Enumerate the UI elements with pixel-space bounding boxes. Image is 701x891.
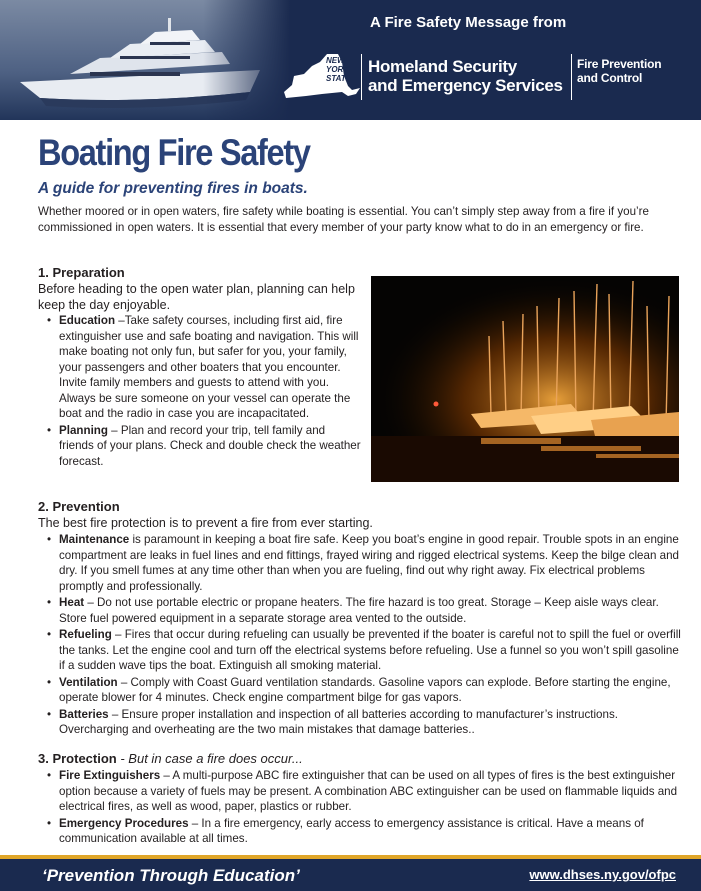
- item-term: Education: [59, 314, 116, 327]
- item-term: Emergency Procedures: [59, 816, 189, 830]
- item-text: – Ensure proper installation and inspection of all batteries according to manufacturer’s instructions. Overcharging and overheating are the two main mistakes that damage batteries..: [59, 707, 618, 736]
- list-item: [47, 675, 681, 706]
- marina-night-photo: [371, 276, 679, 482]
- agency-line-2: and Emergency Services: [368, 76, 563, 95]
- bullet-icon: •: [47, 675, 52, 689]
- footer: [0, 859, 701, 891]
- item-term: Planning: [59, 423, 108, 437]
- item-term: Batteries: [59, 707, 109, 721]
- item-term: Fire Extinguishers: [59, 769, 161, 782]
- header-tagline: A Fire Safety Message from: [370, 14, 567, 31]
- bullet-icon: •: [47, 423, 52, 437]
- bullet-icon: •: [47, 816, 52, 830]
- bullet-icon: •: [47, 707, 52, 721]
- footer-website-link[interactable]: www.dhses.ny.gov/ofpc: [529, 867, 676, 882]
- bullet-icon: •: [47, 596, 52, 609]
- item-term: Ventilation: [59, 675, 118, 689]
- bullet-icon: •: [47, 628, 52, 641]
- item-text: – Comply with Coast Guard ventilation standards. Gasoline vapors can explode. Before starting the engine, operate blower for 4 minutes. Check engine compartment bilge for gas vapors.: [59, 675, 671, 704]
- item-text: –Take safety courses, including first aid, fire extinguisher use and safe boating and navigation. This will make boating not only fun, but safer for you, your family, your passengers and other boaters that you encounter. Invite family members and guests to attend with you. Always be sure someone on your vessel can operate the boat and the radio in case you are incapacitated.: [59, 314, 359, 420]
- bullet-icon: •: [47, 533, 52, 546]
- bullet-icon: •: [47, 314, 52, 327]
- protection-heading-main: 3. Protection: [38, 751, 117, 766]
- list-item: [47, 816, 681, 847]
- protection-list: [47, 768, 681, 848]
- item-text: – Do not use portable electric or propane heaters. The fire hazard is too great. Storage – Keep aisle ways clear. Store fuel powered equipment in a separate storage area vented to the outside.: [59, 596, 659, 625]
- item-term: Maintenance: [59, 533, 130, 546]
- prevention-list: [47, 532, 681, 739]
- page-subtitle: A guide for preventing fires in boats.: [38, 180, 308, 197]
- section-lead-preparation: Before heading to the open water plan, planning can help keep the day enjoyable.: [38, 282, 355, 312]
- office-line-1: Fire Prevention: [577, 57, 662, 71]
- agency-line-1: Homeland Security: [368, 57, 517, 76]
- bullet-icon: •: [47, 769, 52, 782]
- item-text: – Plan and record your trip, tell family and friends of your plans. Check and double check the weather forecast.: [59, 423, 361, 468]
- list-item: [47, 627, 681, 674]
- header-divider: [361, 54, 362, 100]
- page-title: Boating Fire Safety: [38, 132, 310, 173]
- list-item: [47, 768, 681, 815]
- list-item: [47, 707, 681, 738]
- header-divider: [571, 54, 572, 100]
- section-heading-prevention: 2. Prevention: [38, 499, 120, 514]
- intro-paragraph: Whether moored or in open waters, fire safety while boating is essential. You can’t simply step away from a fire if you’re commissioned in open waters. It is essential that every member of your party know what to do in an emergency or fire.: [38, 205, 649, 234]
- protection-heading-italic: - But in case a fire does occur...: [116, 751, 303, 766]
- section-lead-prevention: The best fire protection is to prevent a fire from ever starting.: [38, 516, 373, 530]
- item-text: – Fires that occur during refueling can usually be prevented if the boater is careful not to spill the fuel or overfill the tanks. Let the engine cool and turn off the electrical systems before refueling. Use a funnel so you won’t spill gasoline if a sudden wave tips the boat. Extinguish all smoking material.: [59, 628, 681, 672]
- item-text: – A multi-purpose ABC fire extinguisher that can be used on all types of fires is the best extinguisher option because a variety of fuels may be present. A combination ABC extinguisher can be used on flammable liquids and electrical fires, as well as wood, paper, plastics or rubber.: [59, 769, 678, 813]
- item-text: – In a fire emergency, early access to emergency assistance is critical. Have a means of communication available at all times.: [59, 816, 644, 845]
- agency-name: [368, 57, 563, 95]
- ny-logo-new: NEW: [326, 56, 345, 65]
- ny-logo-state: STATE: [326, 74, 352, 83]
- list-item: [47, 423, 363, 470]
- office-line-2: and Control: [577, 71, 643, 85]
- header-banner: [0, 0, 701, 120]
- list-item: [47, 313, 363, 422]
- item-term: Refueling: [59, 628, 112, 641]
- section-heading-preparation: 1. Preparation: [38, 265, 125, 280]
- preparation-list: [47, 313, 363, 470]
- ny-logo-york: YORK: [326, 65, 350, 74]
- list-item: [47, 532, 681, 594]
- office-name: [577, 57, 661, 85]
- footer-motto: ‘Prevention Through Education’: [42, 866, 300, 885]
- section-heading-protection: [38, 751, 303, 766]
- list-item: [47, 595, 681, 626]
- ny-state-logo-text: [326, 56, 351, 83]
- item-text: is paramount in keeping a boat fire safe. Keep you boat’s engine in good repair. Trouble spots in an engine compartment are leaks in fuel lines and end fittings, frayed wiring and rigged electrical systems. Keep the bilge clean and dry. If you smell fumes at any time other than when you are fueling, find out why right away. Fix electrical problems promptly and professionally.: [59, 533, 679, 593]
- item-term: Heat: [59, 596, 85, 609]
